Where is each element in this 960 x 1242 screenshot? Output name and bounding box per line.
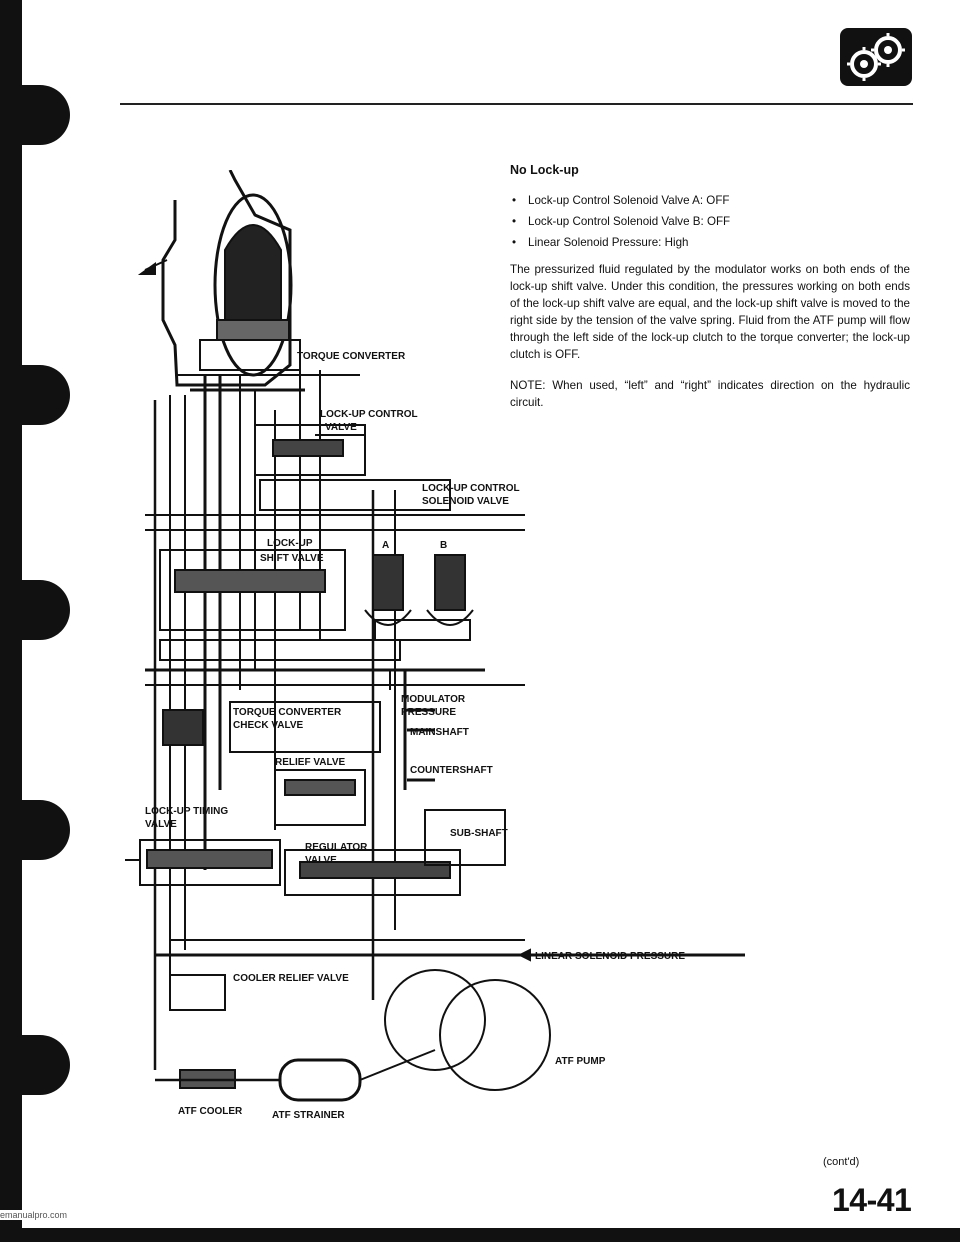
label-subshaft: SUB-SHAFT (450, 828, 508, 839)
binder-tab (0, 580, 70, 640)
label-linear-solenoid: LINEAR SOLENOID PRESSURE (535, 951, 686, 962)
label-modulator: MODULATOR (401, 694, 466, 705)
section-heading: No Lock-up (510, 163, 579, 177)
label-lockup-solenoid: LOCK-UP CONTROL (422, 483, 520, 494)
label-tc-check: TORQUE CONVERTER (233, 707, 342, 718)
label-regulator-2: VALVE (305, 855, 337, 866)
label-modulator-2: PRESSURE (401, 707, 457, 718)
condition-item: • Lock-up Control Solenoid Valve A: OFF (510, 192, 910, 209)
binder-tab (0, 1035, 70, 1095)
label-lockup-shift-2: SHIFT VALVE (260, 553, 324, 564)
label-lockup-solenoid-2: SOLENOID VALVE (422, 496, 509, 507)
label-solenoid-a: A (382, 540, 390, 551)
label-atf-pump: ATF PUMP (555, 1056, 606, 1067)
transmission-gears-icon (840, 28, 912, 86)
label-relief-valve: RELIEF VALVE (275, 757, 346, 768)
page-number: 14-41 (832, 1182, 912, 1218)
binder-tab (0, 800, 70, 860)
binder-tab (0, 85, 70, 145)
condition-item: • Linear Solenoid Pressure: High (510, 234, 910, 251)
label-torque-converter: TORQUE CONVERTER (297, 351, 406, 362)
label-tc-check-2: CHECK VALVE (233, 720, 304, 731)
label-lockup-control-valve-2: VALVE (325, 422, 357, 433)
continued-label: (cont'd) (823, 1156, 860, 1168)
bottom-border (22, 1228, 960, 1242)
label-mainshaft: MAINSHAFT (410, 727, 469, 738)
description-paragraph: The pressurized fluid regulated by the modulator works on both ends of the lock-up shift valve. Under this condition, the pressures working on both ends of the lock-up shift valve are equal, and the lock-up shift valve is moved to the right side by the tension of the valve spring. Fluid from the ATF pump will flow through the left side of the lock-up clutch to the torque converter; the lock-up clutch is OFF. (510, 263, 910, 361)
label-lockup-shift: LOCK-UP (267, 538, 313, 549)
watermark: emanualpro.com (0, 1210, 140, 1220)
label-solenoid-b: B (440, 540, 448, 551)
label-countershaft: COUNTERSHAFT (410, 765, 493, 776)
header-rule (120, 103, 913, 105)
label-atf-strainer: ATF STRAINER (272, 1110, 345, 1121)
label-cooler-relief: COOLER RELIEF VALVE (233, 973, 349, 984)
note-paragraph: NOTE: When used, “left” and “right” indicates direction on the hydraulic circuit. (510, 379, 910, 409)
condition-item: • Lock-up Control Solenoid Valve B: OFF (510, 213, 910, 230)
binder-tab (0, 365, 70, 425)
hydraulic-circuit-diagram (105, 170, 745, 1180)
label-regulator: REGULATOR (305, 842, 368, 853)
label-lockup-timing: LOCK-UP TIMING (145, 806, 229, 817)
label-lockup-control-valve: LOCK-UP CONTROL (320, 409, 418, 420)
label-atf-cooler: ATF COOLER (178, 1106, 243, 1117)
label-lockup-timing-2: VALVE (145, 819, 177, 830)
